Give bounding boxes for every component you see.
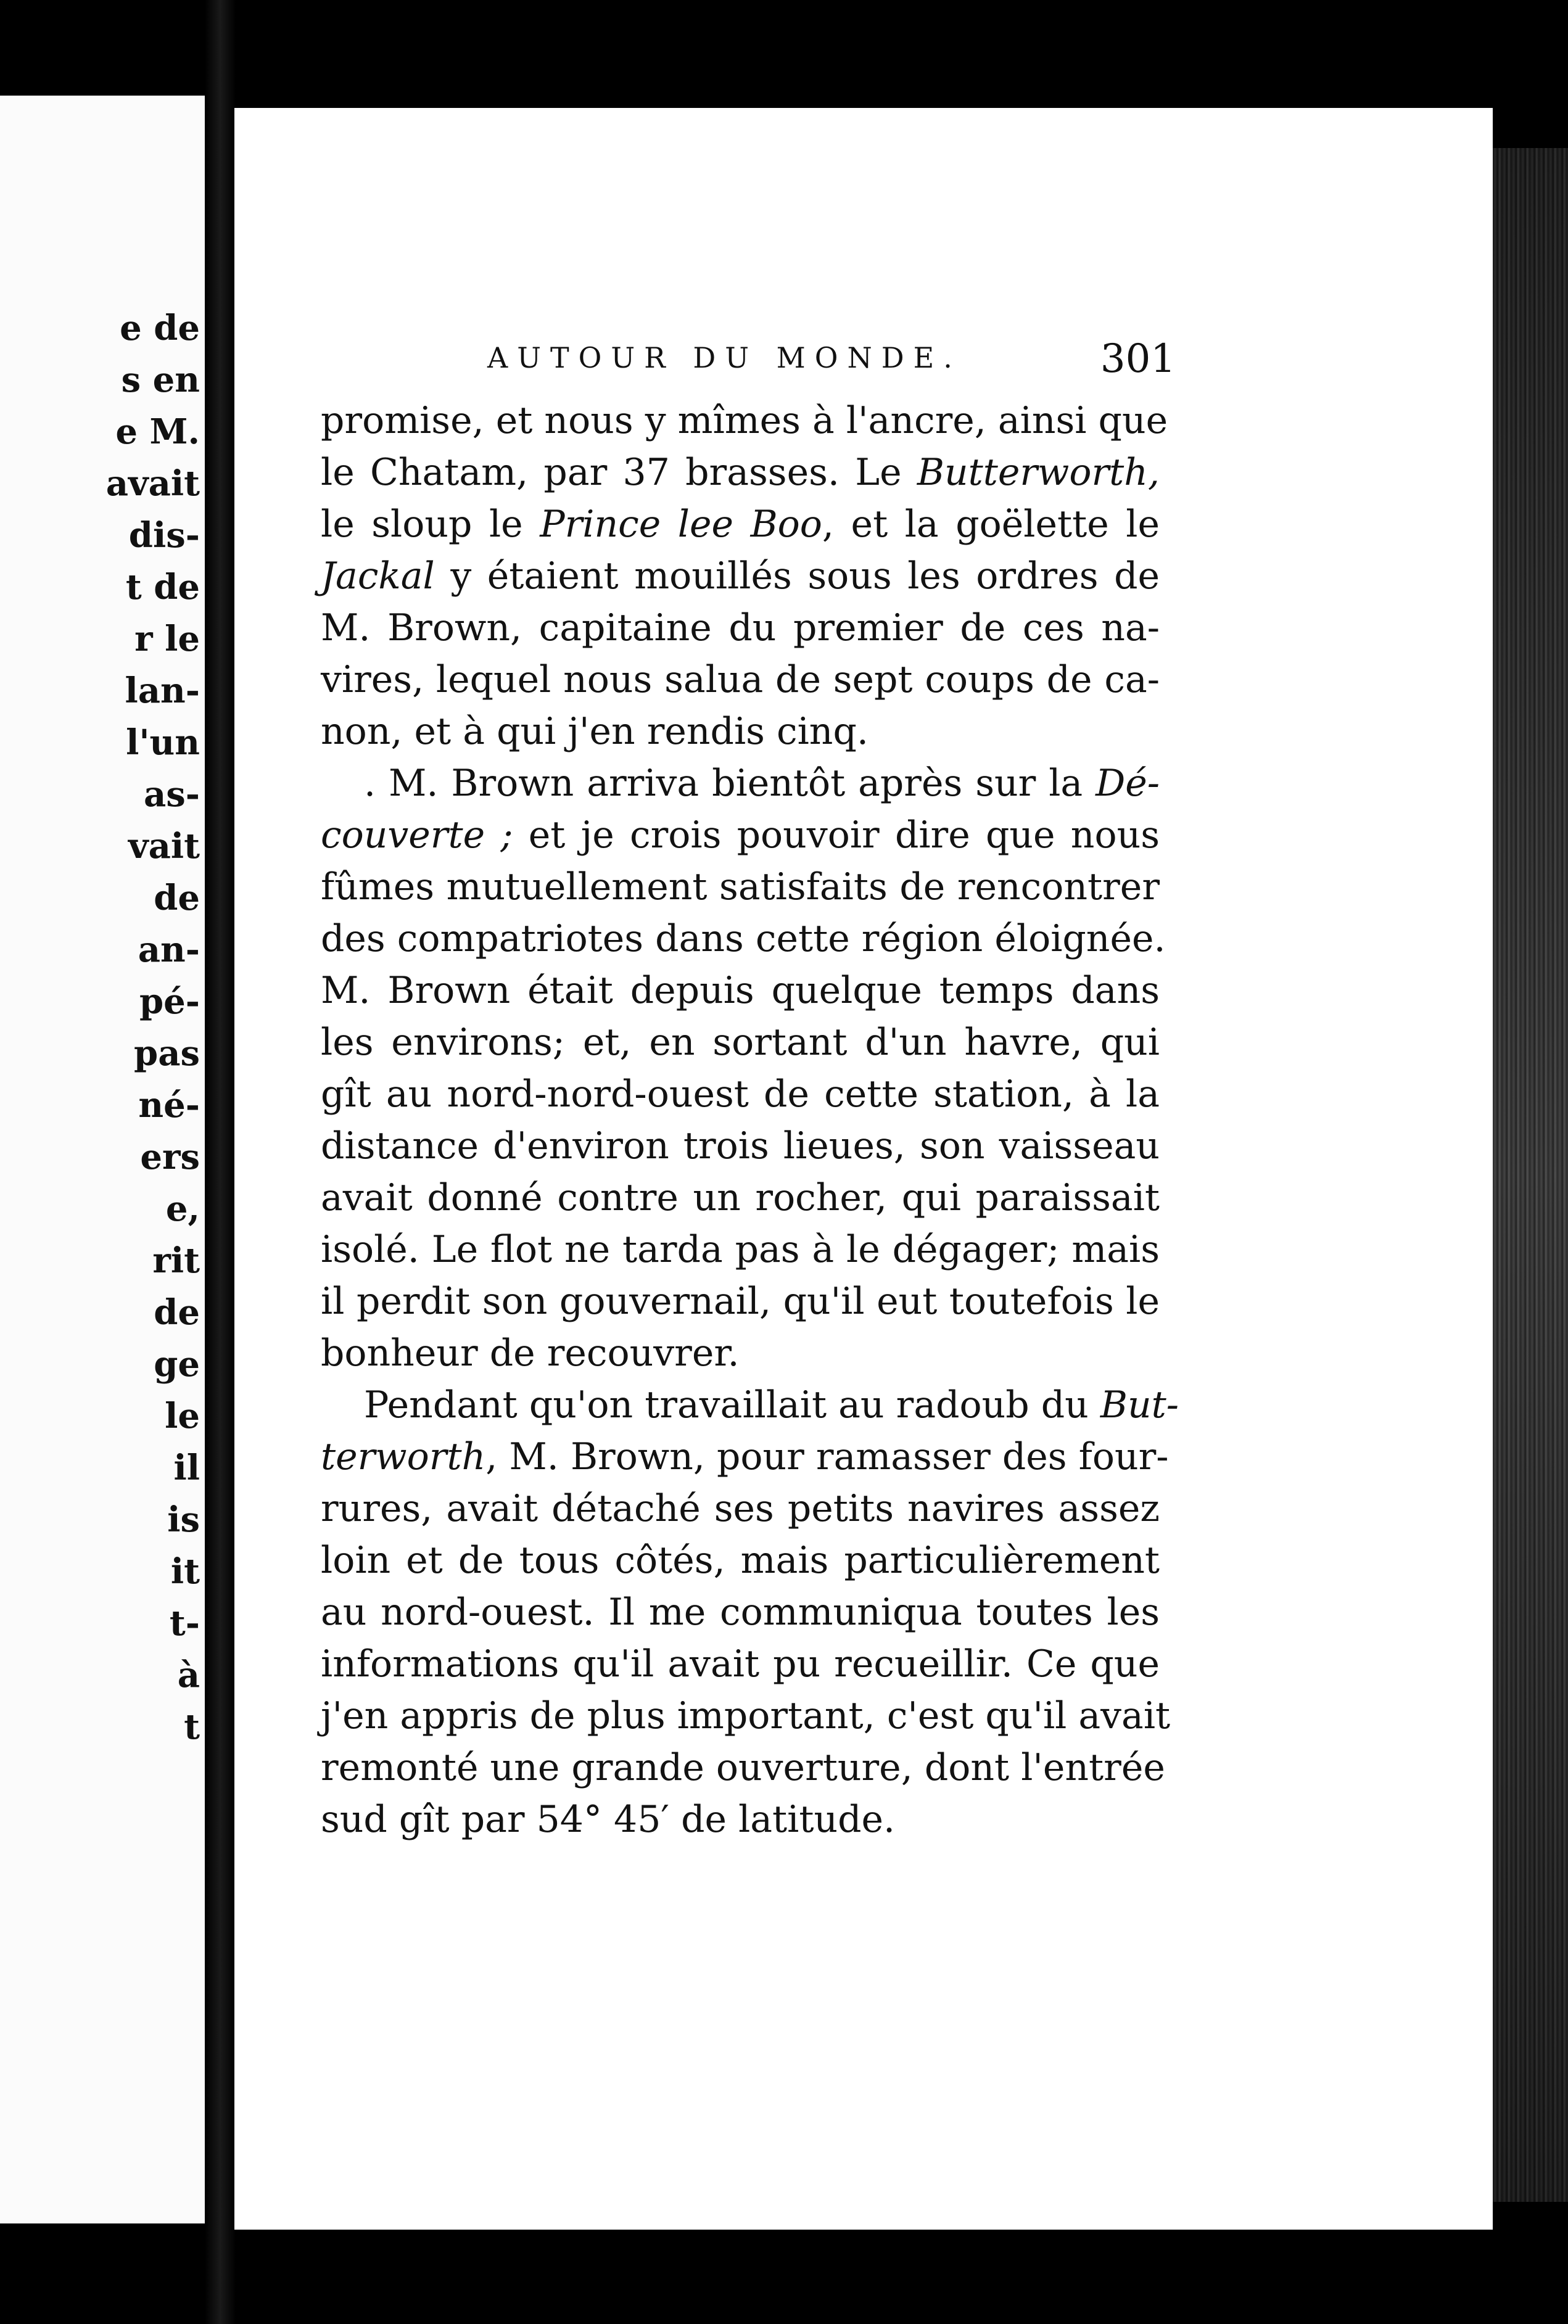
left-page-line-fragment: lan- [125,670,200,711]
left-page-line-fragment: is [167,1499,200,1540]
text-segment: j'en appris de plus important, c'est qu'il avait [321,1694,1171,1737]
text-segment: gît au nord-nord-ouest de cette station, à la [321,1073,1160,1116]
left-page-line-fragment: ers [140,1137,200,1177]
left-page-line-fragment: t- [169,1603,200,1644]
text-line [321,1016,1160,1068]
text-line [321,1224,1160,1275]
text-line [321,447,1160,498]
text-segment: il perdit son gouvernail, qu'il eut toutefois le [321,1280,1160,1323]
left-page-line-fragment: ge [154,1344,200,1385]
left-page-line-fragment: dis- [128,515,200,556]
text-line [321,1690,1171,1742]
text-segment: sud gît par 54° 45′ de latitude. [321,1798,896,1841]
text-line [321,913,1166,965]
text-segment: y étaient mouillés sous les ordres de [434,554,1160,598]
italic-text: Butterworth, [917,451,1160,494]
text-line [321,498,1160,550]
left-page-line-fragment: pas [134,1033,200,1074]
left-page [0,96,205,2223]
left-page-line-fragment: e, [165,1189,200,1229]
book-page-edges [1493,148,1568,2202]
text-segment: le Chatam, par 37 brasses. Le [321,451,917,494]
left-page-line-fragment: as- [143,774,200,815]
running-title: AUTOUR DU MONDE. [487,341,962,374]
text-line [321,809,1160,861]
text-line [321,395,1168,447]
left-page-line-fragment: t de [125,567,200,608]
left-page-line-fragment: rit [152,1240,200,1281]
left-page-line-fragment: le [165,1396,200,1436]
text-line [321,1327,1160,1379]
book-gutter [205,0,236,2324]
left-page-line-fragment: s en [121,360,200,400]
text-line [321,1742,1165,1794]
text-line [321,1794,1160,1845]
left-page-line-fragment: avait [105,463,200,504]
text-segment: non, et à qui j'en rendis cinq. [321,710,869,753]
text-line [321,1483,1160,1535]
text-segment: isolé. Le flot ne tarda pas à le dégager; mais [321,1228,1160,1271]
left-page-line-fragment: l'un [126,722,200,763]
text-segment: le sloup le [321,503,540,546]
running-head [487,336,1176,385]
left-page-line-fragment: e de [120,308,200,348]
left-page-line-fragment: t [184,1707,200,1747]
text-segment: rures, avait détaché ses petits navires assez [321,1487,1160,1530]
left-page-line-fragment: né- [138,1085,200,1126]
text-line [321,861,1160,913]
left-page-line-fragment: de [154,1292,200,1333]
left-page-line-fragment: an- [138,929,200,970]
text-line [321,1379,1179,1431]
text-line [321,1586,1160,1638]
text-line [321,1275,1160,1327]
text-line [321,1431,1169,1483]
text-segment: promise, et nous y mîmes à l'ancre, ainsi que [321,399,1168,442]
italic-text: Prince lee Boo [540,503,822,546]
text-line [321,706,1160,757]
left-page-line-fragment: à [177,1655,200,1696]
left-page-line-fragment: r le [134,619,200,659]
italic-text: Jackal [321,554,435,598]
text-line [321,1068,1160,1120]
body-text [321,395,1179,1845]
italic-text: But- [1100,1383,1179,1427]
text-segment: Pendant qu'on travaillait au radoub du [364,1383,1100,1427]
text-segment: au nord-ouest. Il me communiqua toutes les [321,1591,1160,1634]
text-segment: . M. Brown arriva bientôt après sur la [364,762,1096,805]
text-segment: les environs; et, en sortant d'un havre, qui [321,1021,1160,1064]
left-page-line-fragment: vait [128,826,200,867]
text-segment: informations qu'il avait pu recueillir. Ce que [321,1642,1160,1686]
text-segment: fûmes mutuellement satisfaits de rencontrer [321,865,1160,909]
left-page-line-fragment: il [173,1448,200,1488]
text-line [321,965,1160,1016]
text-segment: avait donné contre un rocher, qui paraissait [321,1176,1160,1219]
text-segment: , M. Brown, pour ramasser des four- [485,1435,1169,1478]
text-segment: vires, lequel nous salua de sept coups de ca- [321,658,1160,701]
text-line [321,1638,1160,1690]
text-line [321,1172,1160,1224]
left-page-line-fragment: pé- [139,981,200,1022]
text-line [321,654,1160,706]
text-segment: bonheur de recouvrer. [321,1332,740,1375]
left-page-line-fragment: de [154,878,200,918]
text-segment: loin et de tous côtés, mais particulièrement [321,1539,1160,1582]
text-line [321,757,1160,809]
text-segment: et je crois pouvoir dire que nous [513,814,1160,857]
text-line [321,1120,1160,1172]
italic-text: terworth [321,1435,486,1478]
text-segment: , et la goëlette le [822,503,1160,546]
text-line [321,602,1160,654]
page-number: 301 [1100,336,1176,382]
italic-text: Dé- [1096,762,1160,805]
text-segment: M. Brown, capitaine du premier de ces na- [321,606,1160,649]
left-page-line-fragment: e M. [115,411,200,452]
edge-shading [1493,148,1568,2202]
text-line [321,1535,1160,1586]
text-segment: remonté une grande ouverture, dont l'entrée [321,1746,1165,1789]
text-line [321,550,1160,602]
text-segment: distance d'environ trois lieues, son vaisseau [321,1124,1160,1168]
italic-text: couverte ; [321,814,513,857]
left-page-line-fragment: it [170,1551,200,1592]
text-segment: M. Brown était depuis quelque temps dans [321,969,1160,1012]
text-segment: des compatriotes dans cette région éloignée. [321,917,1166,960]
